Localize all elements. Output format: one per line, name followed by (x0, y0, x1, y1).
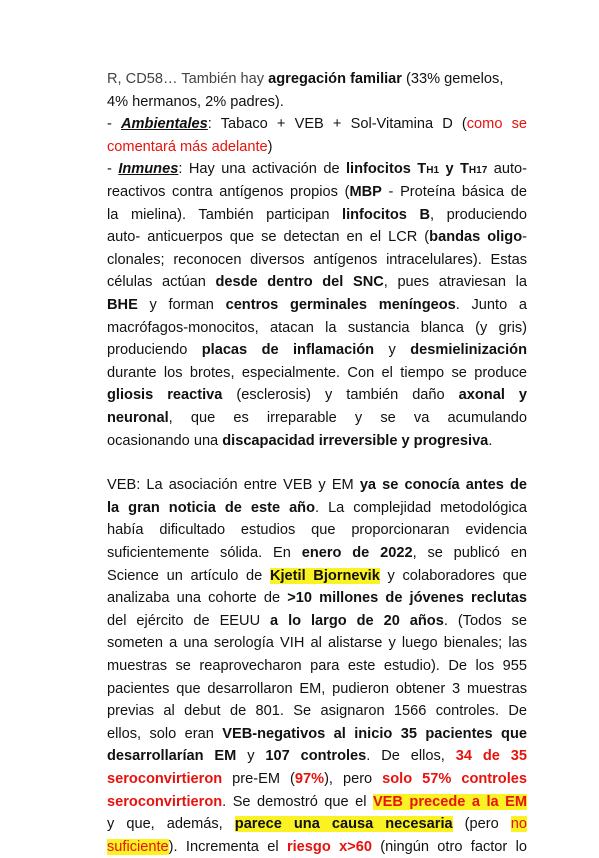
text-run: agregación familiar (268, 71, 402, 87)
text-run: desarrollarían EM (107, 748, 237, 765)
text-run: . De ellos, (366, 748, 456, 765)
text-run: >10 millones de jóvenes reclutas (287, 590, 527, 607)
paragraph-line (107, 565, 527, 588)
paragraph-line (107, 249, 527, 272)
text-run: , produciendo (430, 206, 527, 223)
text-run: gliosis reactiva (107, 387, 223, 404)
text-run: neuronal (107, 410, 169, 426)
text-run: linfocitos T (346, 161, 427, 178)
paragraph-line (107, 226, 527, 249)
paragraph-line (107, 407, 527, 430)
text-run: clonales; reconocen diversos antígenos intracelulares). Estas (107, 251, 527, 268)
text-run: riesgo x>60 (286, 838, 372, 855)
text-run: BHE (107, 297, 138, 313)
text-run: y (236, 748, 266, 765)
text-run: discapacidad irreversible y progresiva (222, 432, 489, 449)
text-run: reactivos contra antígenos propios ( (107, 184, 350, 200)
paragraph-line (107, 362, 527, 385)
text-run: 97% (294, 771, 325, 787)
text-run: linfocitos B (342, 206, 430, 223)
text-run: . (488, 432, 493, 449)
text-run: y T (439, 161, 469, 178)
text-run: Ambientales (121, 116, 208, 133)
paragraph-line (107, 474, 527, 497)
text-run: células actúan (107, 274, 216, 291)
text-run: , pues atraviesan la (383, 274, 528, 291)
paragraph-line (107, 813, 527, 836)
text-run: parece una causa necesaria (234, 816, 453, 833)
paragraph-line (107, 158, 527, 181)
text-run: MBP (349, 184, 382, 200)
text-run: y (374, 342, 411, 359)
text-run: VEB precede a la EM (372, 793, 527, 810)
text-run: del ejército de EEUU (107, 612, 271, 629)
text-run: auto- anticuerpos que se detectan en el LCR ( (107, 229, 430, 246)
text-run: ocasionando una (107, 432, 223, 449)
text-run: desde dentro del SNC (215, 274, 384, 291)
text-run: : Tabaco + VEB + Sol-Vitamina D ( (207, 116, 467, 133)
text-run: enero de 2022 (301, 545, 413, 561)
paragraph-line (107, 204, 527, 227)
text-run: someten a una serología VIH al alistarse y luego bienales; las (107, 635, 527, 652)
paragraph-line (107, 430, 527, 453)
text-run: placas de inflamación (201, 342, 375, 359)
paragraph-line (107, 317, 527, 340)
text-run: muestras se reaprovecharon para este estudio). De los 955 (107, 658, 527, 674)
text-run: centros germinales meníngeos (225, 297, 456, 313)
paragraph-line (107, 113, 527, 136)
text-run: ), pero (324, 771, 383, 787)
text-run: . (Todos se (443, 612, 527, 629)
text-run: axonal y (458, 387, 527, 404)
paragraph-line (107, 384, 527, 407)
paragraph-line (107, 700, 527, 723)
text-run: - (107, 161, 119, 178)
text-run: R, CD58… También hay (107, 71, 269, 87)
text-run: produciendo (107, 342, 202, 359)
paragraph-line (107, 91, 527, 114)
text-run: - (107, 116, 122, 133)
text-run: (33% gemelos, (401, 71, 504, 87)
paragraph-line (107, 519, 527, 542)
paragraph-line (107, 655, 527, 678)
text-run: - (522, 229, 527, 246)
text-run: auto- (487, 161, 527, 178)
text-run: la mielina). También participan (107, 206, 343, 223)
paragraph-line (107, 610, 527, 633)
text-run: ). Incrementa el (168, 838, 287, 855)
text-run: 107 controles (265, 748, 367, 765)
text-run: como se (466, 116, 527, 133)
text-run: : Hay una activación de (178, 161, 346, 178)
text-run: (ningún otro factor lo (371, 838, 527, 855)
text-run: la gran noticia de este año (107, 499, 316, 516)
text-run: - Proteína básica de (381, 184, 527, 200)
text-run: durante los brotes, especialmente. Con el tiempo se produce (107, 364, 527, 381)
text-run: VEB-negativos al inicio 35 pacientes que (222, 725, 528, 742)
text-run: . Junto a (455, 297, 527, 313)
paragraph-line (107, 745, 527, 768)
paragraph-line (107, 68, 527, 91)
paragraph-line (107, 768, 527, 791)
text-run: ) (267, 138, 273, 155)
paragraph-line (107, 587, 527, 610)
text-run: 34 de 35 (455, 748, 527, 765)
text-run: a lo largo de 20 años (270, 612, 444, 629)
text-run: Inmunes (118, 161, 179, 178)
text-run: había dificultado estudios que proporcionaran evidencia (107, 522, 527, 539)
text-run: suficientemente sólida. En (107, 545, 302, 561)
text-run: seroconvirtieron (107, 771, 223, 787)
paragraph-line (107, 723, 527, 746)
paragraph-line (107, 136, 527, 159)
paragraph-line (107, 791, 527, 814)
text-run: seroconvirtieron (107, 793, 223, 810)
text-run: y colaboradores que (379, 567, 527, 584)
paragraph-line (107, 339, 527, 362)
paragraph-line (107, 836, 527, 858)
text-run: y forman (137, 297, 226, 313)
text-run: Science un artículo de (107, 567, 270, 584)
text-run: bandas oligo (429, 229, 523, 246)
text-run: desmielinización (410, 342, 528, 359)
text-run: VEB: La asociación entre VEB y EM (107, 477, 360, 494)
text-run: ellos, solo eran (107, 725, 223, 742)
text-run: (esclerosis) y también daño (222, 387, 459, 404)
paragraph-line (107, 294, 527, 317)
text-run: macrófagos-monocitos, atacan la sustancia blanca (y gris) (107, 319, 527, 336)
paragraph-line (107, 497, 527, 520)
text-run: H17 (468, 165, 488, 177)
paragraph-line (107, 542, 527, 565)
text-run: comentará más adelante (107, 138, 268, 155)
text-run: y que, además, (107, 816, 235, 833)
text-run: H1 (426, 165, 440, 177)
text-run: analizaba una cohorte de (107, 590, 288, 607)
paragraph-line (107, 678, 527, 701)
text-run: . Se demostró que el (222, 793, 373, 810)
text-run: solo 57% controles (382, 771, 528, 787)
paragraph-line (107, 271, 527, 294)
text-run: (pero (452, 816, 511, 833)
text-run: previas al debut de 801. Se asignaron 1566 controles. De (107, 703, 527, 720)
paragraph-line (107, 181, 527, 204)
text-run: ya se conocía antes de (359, 477, 527, 494)
text-run: pacientes que desarrollaron EM, pudieron obtener 3 muestras (107, 680, 527, 697)
text-run: . La complejidad metodológica (315, 499, 527, 516)
text-run: pre-EM ( (222, 771, 295, 787)
text-run: , que es irreparable y se va acumulando (168, 410, 527, 426)
text-run: Kjetil Bjornevik (269, 567, 380, 584)
text-run: , se publicó en (412, 545, 527, 561)
text-run: no (510, 816, 527, 833)
text-run: 4% hermanos, 2% padres). (107, 93, 284, 110)
paragraph-line (107, 632, 527, 655)
text-run: suficiente (107, 838, 169, 855)
